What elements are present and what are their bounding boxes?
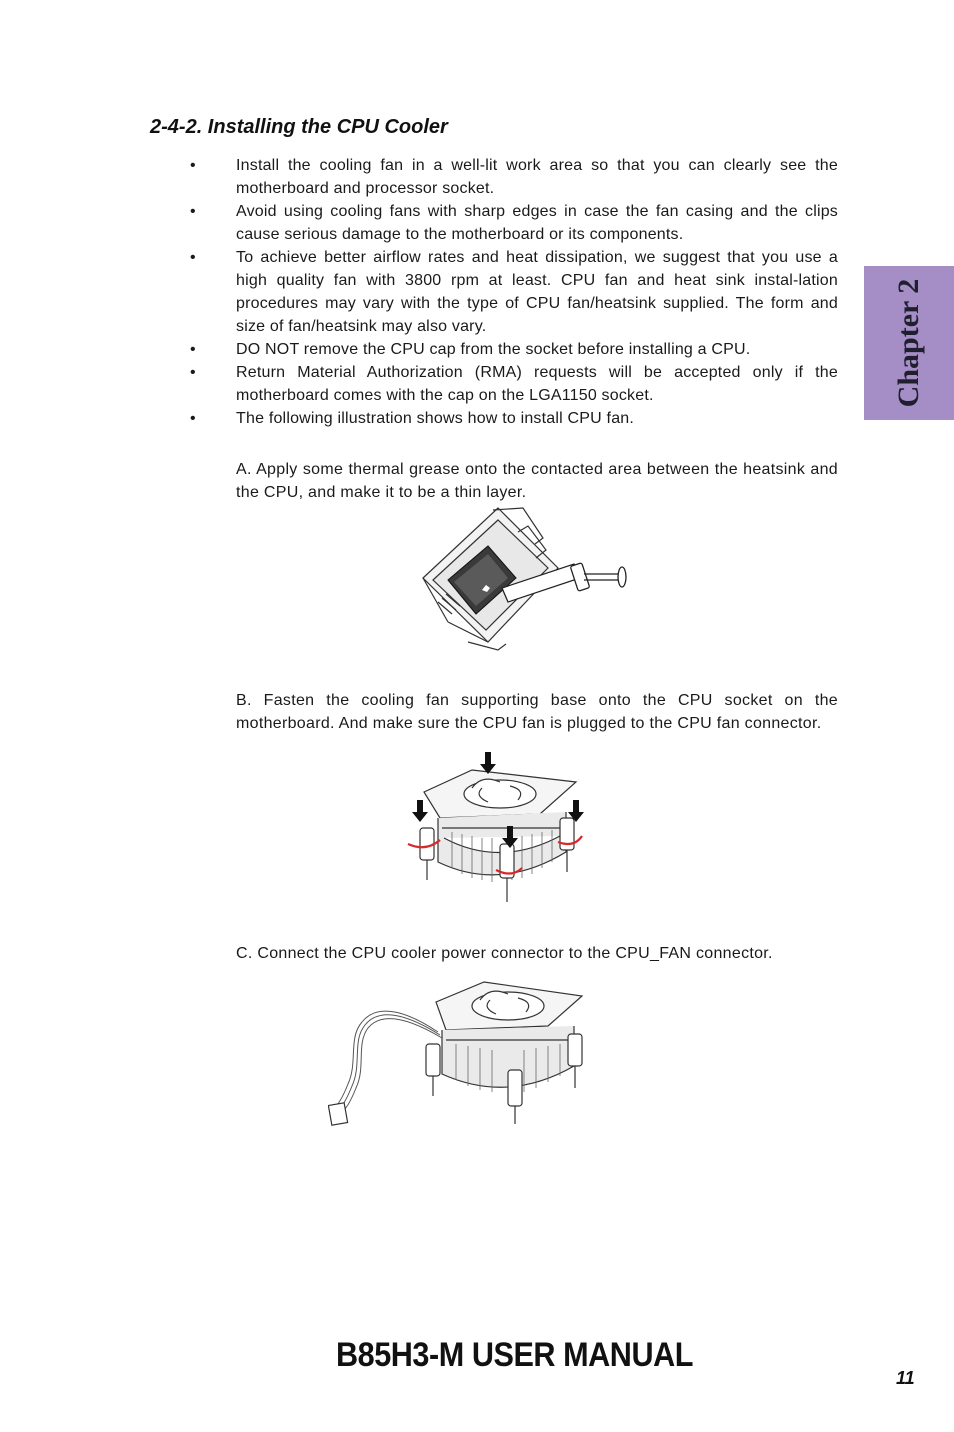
bullet-text: Install the cooling fan in a well-lit work area so that you can clearly see the motherboard and processor socket. — [236, 157, 838, 197]
fasten-cooler-illustration — [400, 752, 594, 912]
bullet-text: The following illustration shows how to install CPU fan. — [236, 410, 635, 427]
step-a-text: A. Apply some thermal grease onto the contacted area between the heatsink and the CPU, and make it to be a thin layer. — [236, 461, 838, 501]
page-number: 11 — [896, 1368, 915, 1388]
step-b-text: B. Fasten the cooling fan supporting base onto the CPU socket on the motherboard. And make sure the CPU fan is plugged to the CPU fan connector. — [236, 692, 838, 732]
bullet-dot: • — [190, 203, 196, 220]
list-item — [190, 338, 838, 361]
thermal-grease-illustration — [398, 502, 648, 678]
bullet-dot: • — [190, 157, 196, 174]
bullet-text: DO NOT remove the CPU cap from the socket before installing a CPU. — [236, 341, 751, 358]
bullet-list — [190, 154, 838, 430]
bullet-text: To achieve better airflow rates and heat dissipation, we suggest that you use a high quality fan with 3800 rpm at least. CPU fan and heat sink instal-lation procedures may vary with the type of CPU fan/heatsink supplied. The form and size of fan/heatsink may also vary. — [236, 249, 838, 335]
bullet-dot: • — [190, 341, 196, 358]
step-c-text: C. Connect the CPU cooler power connector to the CPU_FAN connector. — [236, 945, 773, 962]
list-item — [190, 200, 838, 246]
list-item — [190, 407, 838, 430]
list-item — [190, 154, 838, 200]
list-item — [190, 246, 838, 338]
section-heading: 2-4-2. Installing the CPU Cooler — [150, 116, 448, 138]
bullet-text: Avoid using cooling fans with sharp edges in case the fan casing and the clips cause serious damage to the motherboard or its components. — [236, 203, 838, 243]
chapter-tab-label: Chapter 2 — [892, 278, 925, 408]
bullet-dot: • — [190, 364, 196, 381]
cooler-power-connector-illustration — [328, 972, 588, 1128]
chapter-tab — [864, 266, 954, 420]
list-item — [190, 361, 838, 407]
bullet-dot: • — [190, 249, 196, 266]
manual-title: B85H3-M USER MANUAL — [336, 1336, 693, 1374]
bullet-text: Return Material Authorization (RMA) requests will be accepted only if the motherboard comes with the cap on the LGA1150 socket. — [236, 364, 838, 404]
bullet-dot: • — [190, 410, 196, 427]
